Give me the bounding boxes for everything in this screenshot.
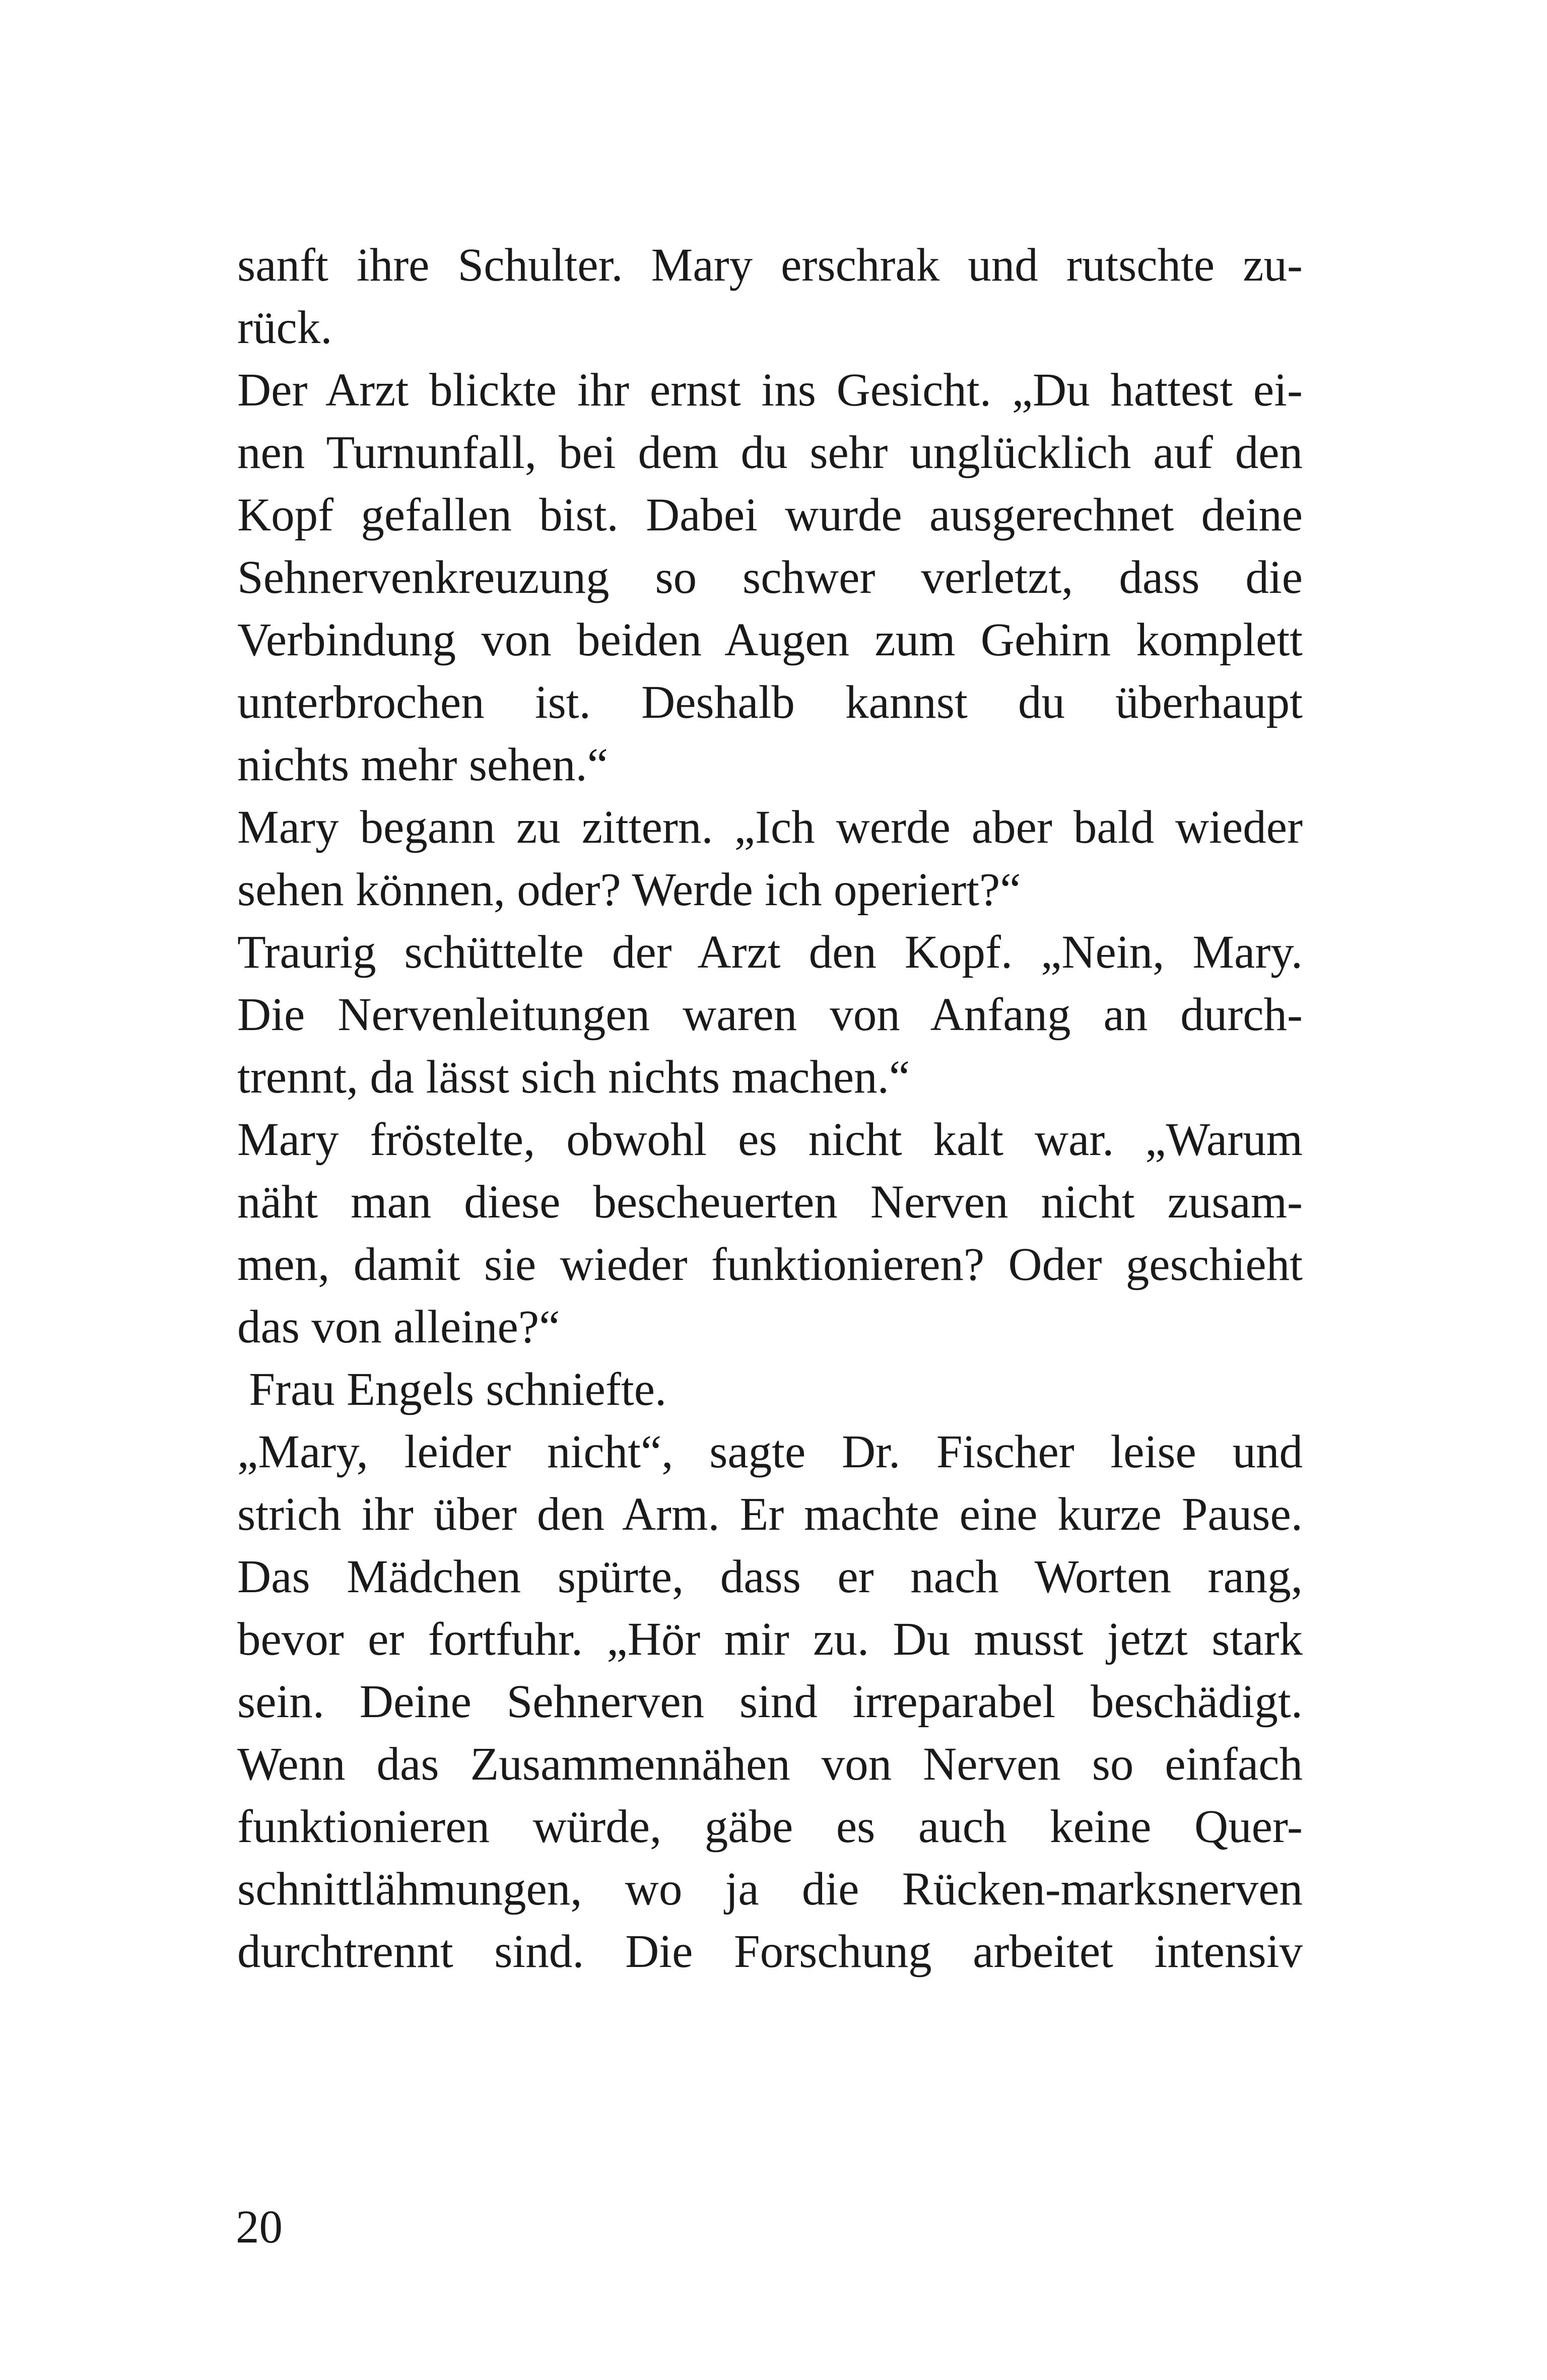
text-line: das von alleine?“ — [237, 1301, 560, 1353]
body-text — [237, 234, 1303, 1983]
text-line: sanft ihre Schulter. Mary erschrak und rutschte zu- — [237, 239, 1303, 291]
text-line: durchtrennt sind. Die Forschung arbeitet intensiv — [237, 1926, 1303, 1978]
text-line: sehen können, oder? Werde ich operiert?“ — [237, 864, 1021, 916]
text-line: Verbindung von beiden Augen zum Gehirn komplett — [237, 614, 1303, 666]
text-line: strich ihr über den Arm. Er machte eine kurze Pause. — [237, 1488, 1303, 1540]
text-line: Mary fröstelte, obwohl es nicht kalt war. „Warum — [237, 1114, 1303, 1166]
text-line: näht man diese bescheuerten Nerven nicht zusam- — [237, 1176, 1303, 1228]
text-line: bevor er fortfuhr. „Hör mir zu. Du musst jetzt stark — [237, 1613, 1303, 1665]
text-line: nichts mehr sehen.“ — [237, 739, 609, 791]
text-line: unterbrochen ist. Deshalb kannst du überhaupt — [237, 676, 1303, 728]
text-line: Der Arzt blickte ihr ernst ins Gesicht. „Du hattest ei- — [237, 364, 1303, 416]
text-line: funktionieren würde, gäbe es auch keine Quer- — [237, 1801, 1303, 1853]
text-line: Die Nervenleitungen waren von Anfang an durch- — [237, 989, 1303, 1041]
text-line: nen Turnunfall, bei dem du sehr unglücklich auf den — [237, 427, 1303, 479]
text-line: sein. Deine Sehnerven sind irreparabel beschädigt. — [237, 1676, 1303, 1728]
text-line: „Mary, leider nicht“, sagte Dr. Fischer leise und — [237, 1426, 1303, 1478]
text-line: schnittlähmungen, wo ja die Rücken-marksnerven — [237, 1863, 1303, 1915]
text-line: rück. — [237, 302, 332, 354]
text-line: Das Mädchen spürte, dass er nach Worten rang, — [237, 1551, 1303, 1603]
text-line: men, damit sie wieder funktionieren? Oder geschieht — [237, 1239, 1303, 1290]
text-line: trennt, da lässt sich nichts machen.“ — [237, 1051, 910, 1103]
text-line: Sehnervenkreuzung so schwer verletzt, dass die — [237, 552, 1303, 603]
text-line: Wenn das Zusammennähen von Nerven so einfach — [237, 1738, 1303, 1790]
text-line: Frau Engels schniefte. — [237, 1364, 667, 1415]
text-line: Traurig schüttelte der Arzt den Kopf. „Nein, Mary. — [237, 926, 1303, 978]
text-line: Mary begann zu zittern. „Ich werde aber bald wieder — [237, 801, 1303, 853]
page-number: 20 — [236, 2201, 283, 2253]
text-line: Kopf gefallen bist. Dabei wurde ausgerechnet deine — [237, 489, 1303, 541]
